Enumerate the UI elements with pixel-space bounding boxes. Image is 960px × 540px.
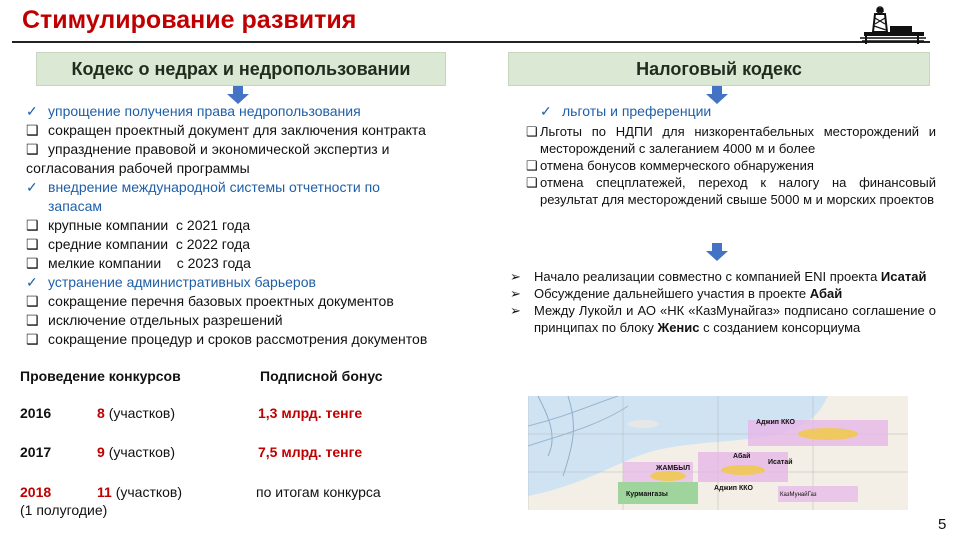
checkbox-icon: ❑ bbox=[26, 141, 39, 157]
list-item-continuation: согласования рабочей программы bbox=[26, 160, 250, 176]
list-item: ➢ Между Лукойл и АО «НК «КазМунайгаз» подписано соглашение о принципах по блоку Женис с созданием консорциума bbox=[510, 303, 936, 335]
checkbox-icon: ❑ bbox=[26, 293, 39, 309]
projects-list bbox=[506, 268, 936, 336]
list-item: ❑ средние компании с 2022 года bbox=[26, 236, 251, 252]
tender-count: 11 (участков) bbox=[97, 484, 183, 500]
checkbox-icon: ❑ bbox=[26, 331, 39, 347]
map-label-kurmangazy: Курмангазы bbox=[626, 491, 668, 498]
checkbox-icon: ❑ bbox=[26, 255, 39, 271]
arrow-bullet-icon: ➢ bbox=[510, 269, 521, 284]
checkbox-icon: ❑ bbox=[526, 124, 538, 139]
subsoil-code-header bbox=[36, 52, 446, 86]
subsoil-code-header-label: Кодекс о недрах и недропользовании bbox=[71, 58, 411, 79]
map-label-adzhip-kko-north: Аджип ККО bbox=[756, 419, 795, 426]
map-label-abay: Абай bbox=[733, 453, 751, 460]
checkbox-icon: ❑ bbox=[26, 217, 39, 233]
list-item: ✓ внедрение международной системы отчетности по bbox=[26, 179, 380, 195]
subsoil-code-list bbox=[26, 102, 427, 349]
tender-bonus: 7,5 млрд. тенге bbox=[258, 444, 363, 460]
tender-period-note: (1 полугодие) bbox=[20, 502, 108, 518]
slide-title: Стимулирование развития bbox=[22, 6, 357, 34]
list-item: ❑ отмена спецплатежей, переход к налогу на финансовый результат для месторождений свыше 5000 м и морских проектов bbox=[526, 175, 936, 207]
list-item: ✓ упрощение получения права недропользования bbox=[26, 103, 361, 119]
check-icon: ✓ bbox=[26, 179, 38, 195]
check-icon: ✓ bbox=[26, 274, 38, 290]
list-item-continuation: запасам bbox=[48, 198, 102, 214]
tender-year: 2016 bbox=[20, 405, 52, 421]
list-item: ❑ сокращение перечня базовых проектных документов bbox=[26, 293, 394, 309]
map-label-adzhip-kko-south: Аджип ККО bbox=[714, 485, 753, 492]
list-item: ❑ сокращение процедур и сроков рассмотрения документов bbox=[26, 331, 428, 347]
map-label-isatay: Исатай bbox=[768, 459, 793, 466]
list-item: ✓ устранение административных барьеров bbox=[26, 274, 316, 290]
list-item: ❑ Льготы по НДПИ для низкорентабельных месторождений и месторождений с залеганием 4000 м и более bbox=[526, 124, 936, 156]
oil-rig-logo-icon bbox=[856, 6, 930, 44]
tender-count: 8 (участков) bbox=[97, 405, 176, 421]
tender-bonus: по итогам конкурса bbox=[256, 484, 381, 500]
check-icon: ✓ bbox=[540, 103, 552, 119]
tender-year: 2018 bbox=[20, 484, 52, 500]
checkbox-icon: ❑ bbox=[26, 312, 39, 328]
map-label-zhambyl: ЖАМБЫЛ bbox=[656, 465, 691, 472]
checkbox-icon: ❑ bbox=[26, 122, 39, 138]
tender-year: 2017 bbox=[20, 444, 52, 460]
tax-code-header bbox=[508, 52, 930, 86]
list-item: ❑ отмена бонусов коммерческого обнаружения bbox=[526, 158, 814, 173]
caspian-blocks-map bbox=[528, 396, 908, 510]
list-item: ➢ Обсуждение дальнейшего участия в проекте Абай bbox=[510, 286, 843, 301]
down-arrow-icon bbox=[706, 243, 728, 261]
tender-bonus: 1,3 млрд. тенге bbox=[258, 405, 363, 421]
checkbox-icon: ❑ bbox=[26, 236, 39, 252]
tenders-header: Проведение конкурсов bbox=[20, 368, 181, 384]
tax-code-header-label: Налоговый кодекс bbox=[636, 58, 802, 79]
bonus-header: Подписной бонус bbox=[260, 368, 383, 384]
arrow-bullet-icon: ➢ bbox=[510, 286, 521, 301]
page-number: 5 bbox=[938, 516, 947, 533]
list-item: ❑ сокращен проектный документ для заключения контракта bbox=[26, 122, 426, 138]
arrow-bullet-icon: ➢ bbox=[510, 303, 521, 318]
tax-benefits-list bbox=[526, 123, 936, 208]
checkbox-icon: ❑ bbox=[526, 175, 538, 190]
title-divider bbox=[12, 41, 930, 43]
tax-benefits-heading: ✓ льготы и преференции bbox=[540, 103, 712, 119]
list-item: ❑ мелкие компании с 2023 года bbox=[26, 255, 251, 271]
list-item: ❑ исключение отдельных разрешений bbox=[26, 312, 283, 328]
list-item: ➢ Начало реализации совместно с компанией ENI проекта Исатай bbox=[510, 269, 927, 284]
check-icon: ✓ bbox=[26, 103, 38, 119]
list-item: ❑ упразднение правовой и экономической экспертиз и bbox=[26, 141, 390, 157]
tender-count: 9 (участков) bbox=[97, 444, 176, 460]
checkbox-icon: ❑ bbox=[526, 158, 538, 173]
list-item: ❑ крупные компании с 2021 года bbox=[26, 217, 251, 233]
map-label-kazmunaigaz: КазМунайГаз bbox=[780, 492, 817, 498]
